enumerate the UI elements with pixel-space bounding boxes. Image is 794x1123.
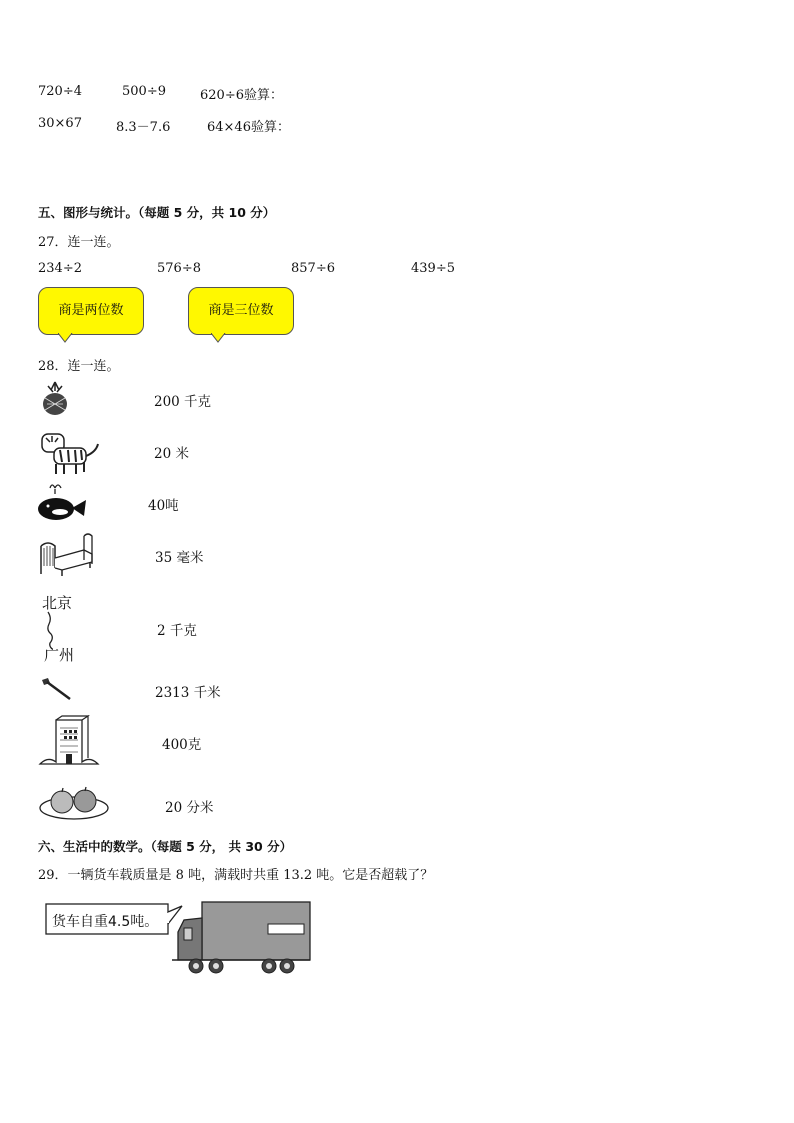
callout-tail-icon bbox=[211, 333, 227, 343]
measure-value: 2313 千米 bbox=[155, 685, 221, 701]
division-expr: 439÷5 bbox=[411, 261, 455, 276]
question-label: 27．连一连。 bbox=[38, 235, 120, 250]
question-text: 29．一辆货车载质量是 8 吨，满载时共重 13.2 吨。它是否超载了？ bbox=[38, 868, 434, 883]
division-expr: 857÷6 bbox=[291, 261, 335, 276]
speech-bubble-text: 货车自重4.5吨。 bbox=[52, 914, 159, 930]
calc-expr: 64×46验算： bbox=[207, 120, 290, 135]
question-label: 28．连一连。 bbox=[38, 359, 120, 374]
answer-box-label: 商是三位数 bbox=[208, 303, 274, 318]
calc-expr: 500÷9 bbox=[122, 84, 166, 99]
measure-value: 20 分米 bbox=[165, 800, 214, 816]
callout-tail-icon bbox=[58, 333, 74, 343]
division-expr: 234÷2 bbox=[38, 261, 82, 276]
measure-value: 2 千克 bbox=[157, 623, 197, 639]
measure-value: 200 千克 bbox=[154, 394, 212, 410]
city-label: 广州 bbox=[44, 646, 75, 664]
answer-box-label: 商是两位数 bbox=[58, 303, 124, 318]
calc-expr: 30×67 bbox=[38, 116, 82, 131]
building-icon bbox=[38, 714, 100, 768]
measure-value: 35 毫米 bbox=[155, 550, 204, 566]
nail-icon bbox=[38, 676, 74, 702]
division-expr: 576÷8 bbox=[157, 261, 201, 276]
calc-expr: 720÷4 bbox=[38, 84, 82, 99]
city-label: 北京 bbox=[42, 594, 73, 612]
section-heading: 六、生活中的数学。（每题 5 分， 共 30 分） bbox=[38, 839, 293, 854]
calc-expr: 620÷6验算： bbox=[200, 88, 283, 103]
whale-icon bbox=[36, 482, 88, 524]
truck-icon bbox=[44, 898, 314, 978]
answer-box-three-digit bbox=[188, 287, 294, 335]
section-heading: 五、图形与统计。（每题 5 分，共 10 分） bbox=[38, 205, 276, 220]
measure-value: 40吨 bbox=[148, 498, 179, 514]
answer-box-two-digit bbox=[38, 287, 144, 335]
measure-value: 20 米 bbox=[154, 446, 189, 462]
calc-expr: 8.3－7.6 bbox=[116, 120, 171, 135]
fruit-plate-icon bbox=[38, 784, 110, 822]
tiger-icon bbox=[38, 428, 100, 476]
pineapple-icon bbox=[38, 380, 72, 416]
route-map-icon bbox=[40, 590, 86, 666]
measure-value: 400克 bbox=[162, 737, 202, 753]
bed-icon bbox=[38, 532, 94, 576]
